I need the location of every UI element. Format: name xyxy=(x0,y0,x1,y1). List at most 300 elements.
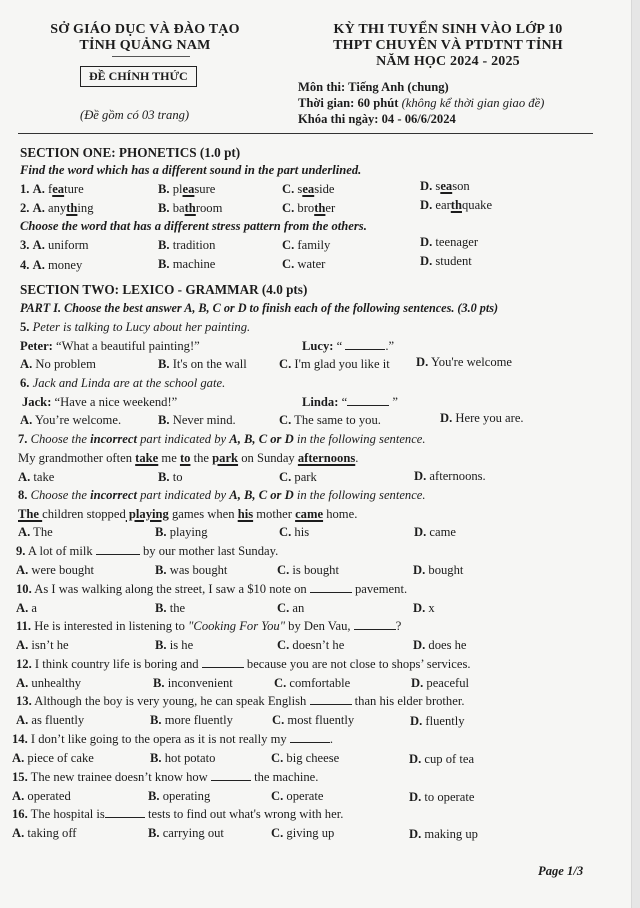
option-text: big cheese xyxy=(286,751,340,765)
q13-option-c[interactable] xyxy=(272,713,354,728)
dialogue: “Have a nice weekend!” xyxy=(54,395,178,409)
question-number: 16. xyxy=(12,807,28,821)
q11-option-d[interactable] xyxy=(413,638,467,653)
q6-line2 xyxy=(302,395,398,410)
option-text: making up xyxy=(424,827,478,841)
underlined-part: to xyxy=(179,451,191,465)
option-text: tradition xyxy=(172,238,216,252)
instr-bold: incorrect xyxy=(90,488,137,502)
q7-option-b[interactable] xyxy=(158,470,183,485)
stem-text: because you are not close to shops’ services. xyxy=(246,657,471,671)
underlined-part: th xyxy=(184,201,196,215)
q14-option-a[interactable] xyxy=(12,751,94,766)
q5-option-b[interactable] xyxy=(158,357,247,372)
word-part: pl xyxy=(172,182,183,196)
stem-text: The new trainee doesn’t know how xyxy=(30,770,208,784)
stem-text: ? xyxy=(395,619,402,633)
sentence-part: . xyxy=(355,451,359,465)
q1-option-b[interactable] xyxy=(158,182,215,197)
option-letter: D. xyxy=(409,790,422,804)
option-text: The same to you. xyxy=(294,413,381,427)
stem-text: Although the boy is very young, he can speak English xyxy=(34,694,307,708)
option-text: does he xyxy=(428,638,467,652)
q12-stem xyxy=(16,657,471,672)
q15-option-d[interactable] xyxy=(409,790,474,805)
q5-option-a[interactable] xyxy=(20,357,96,372)
question-number: 2. xyxy=(20,201,30,215)
option-letter: B. xyxy=(155,601,167,615)
q14-option-c[interactable] xyxy=(271,751,339,766)
option-letter: D. xyxy=(420,254,433,268)
word-part: f xyxy=(48,182,53,196)
instr-text: in the following sentence. xyxy=(293,488,426,502)
option-text: afternoons. xyxy=(429,469,486,483)
option-letter: B. xyxy=(158,413,170,427)
option-letter: C. xyxy=(282,201,295,215)
q1-option-d[interactable] xyxy=(420,179,470,194)
underlined-part: came xyxy=(295,507,324,521)
option-text: giving up xyxy=(286,826,335,840)
q16-stem xyxy=(12,807,343,822)
option-text: bought xyxy=(428,563,464,577)
q6-option-b[interactable] xyxy=(158,413,236,428)
speaker: Peter: xyxy=(20,339,53,353)
question-number: 12. xyxy=(16,657,32,671)
option-letter: B. xyxy=(155,525,167,539)
option-letter: B. xyxy=(155,638,167,652)
q2-option-a[interactable] xyxy=(20,201,94,216)
q14-option-b[interactable] xyxy=(150,751,215,766)
quote-close: ” xyxy=(392,395,398,409)
q9-stem xyxy=(16,544,278,559)
option-letter: D. xyxy=(411,676,424,690)
option-text: to operate xyxy=(424,790,475,804)
q2-option-b[interactable] xyxy=(158,201,222,216)
q8-sentence xyxy=(18,507,357,522)
q11-stem xyxy=(16,619,401,634)
q5-line2 xyxy=(302,339,394,354)
option-text: Never mind. xyxy=(172,413,236,427)
option-letter: A. xyxy=(32,201,45,215)
q15-option-b[interactable] xyxy=(148,789,210,804)
question-number: 4. xyxy=(20,258,30,272)
q14-stem xyxy=(12,732,333,747)
quote-open: “ xyxy=(336,339,343,353)
option-letter: A. xyxy=(16,638,29,652)
sentence-part: the xyxy=(190,451,213,465)
exam-school-type: THPT CHUYÊN VÀ PTDTNT TỈNH xyxy=(333,38,563,53)
q4-option-a[interactable] xyxy=(20,258,82,273)
word-part: sure xyxy=(194,182,216,196)
q10-option-d[interactable] xyxy=(413,601,435,616)
q13-option-a[interactable] xyxy=(16,713,84,728)
option-text: family xyxy=(297,238,331,252)
q10-option-a[interactable] xyxy=(16,601,37,616)
option-text: the xyxy=(169,601,186,615)
option-letter: C. xyxy=(271,826,284,840)
option-text: It's on the wall xyxy=(172,357,247,371)
question-number: 7. xyxy=(18,432,28,446)
q8-option-d[interactable] xyxy=(414,525,456,540)
underlined-part: ea xyxy=(52,182,65,196)
q1-option-c[interactable] xyxy=(282,182,335,197)
word-part: son xyxy=(452,179,470,193)
option-text: operated xyxy=(27,789,71,803)
word-part: bro xyxy=(297,201,315,215)
answer-blank[interactable] xyxy=(202,657,244,668)
option-letter: D. xyxy=(413,563,426,577)
option-text: teenager xyxy=(435,235,479,249)
option-letter: D. xyxy=(420,198,433,212)
option-text: You’re welcome. xyxy=(34,413,122,427)
option-text: a xyxy=(31,601,37,615)
answer-blank[interactable] xyxy=(96,544,140,555)
q5-option-d[interactable] xyxy=(416,355,512,370)
speaker: Jack: xyxy=(22,395,52,409)
option-letter: C. xyxy=(279,357,292,371)
option-text: comfortable xyxy=(289,676,351,690)
option-text: uniform xyxy=(48,238,89,252)
option-letter: C. xyxy=(279,525,292,539)
instr-text: part indicated by xyxy=(136,432,230,446)
stem-text: the machine. xyxy=(254,770,319,784)
underlined-part: The xyxy=(18,507,43,521)
option-letter: A. xyxy=(12,789,25,803)
stem-text: I don’t like going to the opera as it is not really my xyxy=(30,732,287,746)
option-letter: C. xyxy=(279,470,292,484)
option-letter: B. xyxy=(155,563,167,577)
answer-blank[interactable] xyxy=(347,395,389,406)
section1-instruction1: Find the word which has a different sound in the part underlined. xyxy=(20,163,362,177)
official-label: ĐỀ CHÍNH THỨC xyxy=(80,66,197,87)
question-number: 3. xyxy=(20,238,30,252)
q16-option-a[interactable] xyxy=(12,826,77,841)
option-letter: A. xyxy=(16,601,29,615)
q7-option-a[interactable] xyxy=(18,470,54,485)
answer-blank[interactable] xyxy=(310,582,352,593)
option-letter: C. xyxy=(282,182,295,196)
option-text: operate xyxy=(286,789,324,803)
sentence-part: home. xyxy=(323,507,358,521)
q9-option-c[interactable] xyxy=(277,563,339,578)
q13-option-d[interactable] xyxy=(410,714,465,729)
option-letter: C. xyxy=(271,789,284,803)
header-divider xyxy=(18,133,593,134)
option-letter: A. xyxy=(16,563,29,577)
answer-blank[interactable] xyxy=(354,619,396,630)
option-text: machine xyxy=(172,257,216,271)
word-part: s xyxy=(297,182,303,196)
q9-option-d[interactable] xyxy=(413,563,463,578)
option-letter: C. xyxy=(279,413,292,427)
question-number: 5. xyxy=(20,320,30,334)
header-underline xyxy=(112,56,190,57)
page-count-note: (Đề gồm có 03 trang) xyxy=(80,108,190,122)
q9-option-a[interactable] xyxy=(16,563,94,578)
option-letter: C. xyxy=(282,257,295,271)
stem-text: by Den Vau, xyxy=(285,619,351,633)
option-text: unhealthy xyxy=(31,676,82,690)
q6-line1 xyxy=(22,395,177,410)
question-number: 14. xyxy=(12,732,28,746)
q15-stem xyxy=(12,770,318,785)
instr-bold: incorrect xyxy=(90,432,137,446)
option-text: cup of tea xyxy=(424,752,475,766)
q13-option-b[interactable] xyxy=(150,713,233,728)
option-letter: B. xyxy=(158,201,170,215)
word-part: ing xyxy=(77,201,94,215)
q15-option-c[interactable] xyxy=(271,789,323,804)
q3-option-d[interactable] xyxy=(420,235,478,250)
option-letter: A. xyxy=(32,182,45,196)
q2-option-d[interactable] xyxy=(420,198,492,213)
q16-option-c[interactable] xyxy=(271,826,334,841)
q12-option-c[interactable] xyxy=(274,676,350,691)
context-text: Peter is talking to Lucy about her painting. xyxy=(32,320,251,334)
option-letter: C. xyxy=(271,751,284,765)
option-letter: B. xyxy=(158,257,170,271)
option-letter: D. xyxy=(409,752,422,766)
option-text: carrying out xyxy=(162,826,224,840)
q11-option-c[interactable] xyxy=(277,638,344,653)
q8-option-b[interactable] xyxy=(155,525,208,540)
option-text: came xyxy=(429,525,456,539)
option-letter: D. xyxy=(440,411,453,425)
q1-option-a[interactable] xyxy=(20,182,84,197)
time-label: Thời gian: 60 phút xyxy=(298,96,399,110)
page-edge xyxy=(631,0,640,908)
option-letter: D. xyxy=(414,525,427,539)
q11-option-b[interactable] xyxy=(155,638,193,653)
underlined-part: th xyxy=(314,201,326,215)
q14-option-d[interactable] xyxy=(409,752,474,767)
quote-open: “ xyxy=(341,395,348,409)
q10-stem xyxy=(16,582,407,597)
option-text: money xyxy=(48,258,83,272)
option-letter: B. xyxy=(153,676,165,690)
q7-option-d[interactable] xyxy=(414,469,486,484)
q12-option-a[interactable] xyxy=(16,676,81,691)
question-number: 6. xyxy=(20,376,30,390)
stem-text: He is interested in listening to xyxy=(34,619,189,633)
option-letter: B. xyxy=(148,789,160,803)
option-text: peaceful xyxy=(426,676,470,690)
underlined-part: his xyxy=(237,507,254,521)
option-letter: A. xyxy=(18,470,31,484)
province-name: TỈNH QUẢNG NAM xyxy=(79,38,211,53)
question-number: 1. xyxy=(20,182,30,196)
stem-text: I think country life is boring and xyxy=(34,657,199,671)
stem-text: tests to find out what's wrong with her. xyxy=(147,807,344,821)
q4-option-b[interactable] xyxy=(158,257,215,272)
stem-text: As I was walking along the street, I saw a $10 note on xyxy=(34,582,307,596)
q5-context xyxy=(20,320,250,335)
stem-text: by our mother last Sunday. xyxy=(142,544,279,558)
option-text: doesn’t he xyxy=(292,638,345,652)
option-text: take xyxy=(33,470,55,484)
song-title: "Cooking For You" xyxy=(188,619,286,633)
underlined-part: playing xyxy=(125,507,169,521)
option-text: fluently xyxy=(425,714,465,728)
option-letter: A. xyxy=(16,676,29,690)
sentence-part: games when xyxy=(168,507,238,521)
option-letter: B. xyxy=(158,182,170,196)
stem-text: than his elder brother. xyxy=(354,694,465,708)
sentence-part: children stopped xyxy=(42,507,126,521)
sentence-part: me xyxy=(158,451,180,465)
q10-option-b[interactable] xyxy=(155,601,185,616)
option-letter: A. xyxy=(32,238,45,252)
instr-text: Choose the xyxy=(30,432,91,446)
option-letter: C. xyxy=(277,638,290,652)
time-note: (không kể thời gian giao đề) xyxy=(401,96,545,110)
option-text: is bought xyxy=(292,563,339,577)
q2-option-c[interactable] xyxy=(282,201,335,216)
question-number: 8. xyxy=(18,488,28,502)
q6-context xyxy=(20,376,225,391)
word-part: quake xyxy=(461,198,493,212)
question-number: 10. xyxy=(16,582,32,596)
q12-option-b[interactable] xyxy=(153,676,233,691)
exam-title: KỲ THI TUYỂN SINH VÀO LỚP 10 xyxy=(333,22,563,37)
option-letter: B. xyxy=(158,470,170,484)
answer-blank[interactable] xyxy=(310,694,352,705)
q4-option-d[interactable] xyxy=(420,254,472,269)
option-text: most fluently xyxy=(287,713,355,727)
q6-option-c[interactable] xyxy=(279,413,381,428)
option-letter: C. xyxy=(274,676,287,690)
q16-option-d[interactable] xyxy=(409,827,478,842)
stem-text: The hospital is xyxy=(30,807,105,821)
question-number: 9. xyxy=(16,544,26,558)
stem-text: pavement. xyxy=(354,582,408,596)
option-text: to xyxy=(172,470,183,484)
option-text: playing xyxy=(169,525,208,539)
q7-instruction xyxy=(18,432,426,447)
question-number: 13. xyxy=(16,694,32,708)
q3-option-a[interactable] xyxy=(20,238,89,253)
option-letter: D. xyxy=(413,601,426,615)
option-letter: D. xyxy=(410,714,423,728)
option-text: No problem xyxy=(35,357,96,371)
q7-sentence xyxy=(18,451,358,466)
option-text: as fluently xyxy=(31,713,85,727)
q10-option-c[interactable] xyxy=(277,601,304,616)
q6-option-d[interactable] xyxy=(440,411,524,426)
option-letter: C. xyxy=(277,601,290,615)
word-part: side xyxy=(314,182,335,196)
option-letter: A. xyxy=(12,751,25,765)
q3-option-b[interactable] xyxy=(158,238,215,253)
q13-stem xyxy=(16,694,464,709)
section1-title: SECTION ONE: PHONETICS (1.0 pt) xyxy=(20,145,241,160)
q5-option-c[interactable] xyxy=(279,357,390,372)
option-letter: D. xyxy=(416,355,429,369)
word-part: ture xyxy=(64,182,84,196)
speaker: Lucy: xyxy=(302,339,334,353)
department-name: SỞ GIÁO DỤC VÀ ĐÀO TẠO xyxy=(50,22,240,37)
question-number: 11. xyxy=(16,619,32,633)
word-part: any xyxy=(48,201,67,215)
q12-option-d[interactable] xyxy=(411,676,469,691)
context-text: Jack and Linda are at the school gate. xyxy=(32,376,226,390)
part1-instruction: PART I. Choose the best answer A, B, C or D to finish each of the following sentences. (3.0 pts) xyxy=(20,301,499,315)
option-letter: A. xyxy=(12,826,25,840)
q11-option-a[interactable] xyxy=(16,638,69,653)
q9-option-b[interactable] xyxy=(155,563,227,578)
underlined-part: ea xyxy=(440,179,453,193)
option-text: park xyxy=(294,470,317,484)
option-letter: D. xyxy=(413,638,426,652)
q6-option-a[interactable] xyxy=(20,413,121,428)
instr-text: in the following sentence. xyxy=(293,432,426,446)
option-text: student xyxy=(435,254,472,268)
answer-blank[interactable] xyxy=(290,732,330,743)
option-letter: A. xyxy=(16,713,29,727)
question-number: 15. xyxy=(12,770,28,784)
option-text: were bought xyxy=(31,563,95,577)
q4-option-c[interactable] xyxy=(282,257,325,272)
q8-option-a[interactable] xyxy=(18,525,53,540)
option-letter: A. xyxy=(18,525,31,539)
word-part: ear xyxy=(435,198,451,212)
option-text: taking off xyxy=(27,826,77,840)
option-letter: C. xyxy=(272,713,285,727)
option-text: water xyxy=(297,257,326,271)
option-text: inconvenient xyxy=(167,676,233,690)
quote-close: .” xyxy=(385,339,395,353)
option-text: hot potato xyxy=(164,751,216,765)
option-letter: C. xyxy=(282,238,295,252)
option-text: more fluently xyxy=(164,713,233,727)
section2-title: SECTION TWO: LEXICO - GRAMMAR (4.0 pts) xyxy=(20,282,308,297)
school-year: NĂM HỌC 2024 - 2025 xyxy=(376,54,520,69)
instr-text: Choose the xyxy=(30,488,91,502)
option-text: operating xyxy=(162,789,211,803)
answer-blank[interactable] xyxy=(345,339,385,350)
speaker: Linda: xyxy=(302,395,339,409)
option-letter: D. xyxy=(409,827,422,841)
underlined-part: park xyxy=(212,451,239,465)
option-letter: C. xyxy=(277,563,290,577)
q15-option-a[interactable] xyxy=(12,789,71,804)
option-letter: D. xyxy=(414,469,427,483)
page-number: Page 1/3 xyxy=(538,864,584,878)
instr-bold: A, B, C or D xyxy=(229,488,294,502)
underlined-part: ea xyxy=(302,182,315,196)
option-letter: D. xyxy=(420,179,433,193)
underlined-part: ea xyxy=(182,182,195,196)
option-text: x xyxy=(428,601,435,615)
q16-option-b[interactable] xyxy=(148,826,224,841)
q5-line1 xyxy=(20,339,200,354)
underlined-part: th xyxy=(66,201,78,215)
option-letter: A. xyxy=(20,357,33,371)
option-letter: B. xyxy=(158,238,170,252)
q8-instruction xyxy=(18,488,426,503)
word-part: s xyxy=(435,179,441,193)
option-text: You're welcome xyxy=(430,355,513,369)
q7-option-c[interactable] xyxy=(279,470,317,485)
q3-option-c[interactable] xyxy=(282,238,330,253)
option-text: isn’t he xyxy=(31,638,69,652)
option-text: an xyxy=(292,601,305,615)
subject: Môn thi: Tiếng Anh (chung) xyxy=(298,80,449,94)
option-text: The xyxy=(33,525,53,539)
answer-blank[interactable] xyxy=(105,807,145,818)
q8-option-c[interactable] xyxy=(279,525,309,540)
answer-blank[interactable] xyxy=(211,770,251,781)
